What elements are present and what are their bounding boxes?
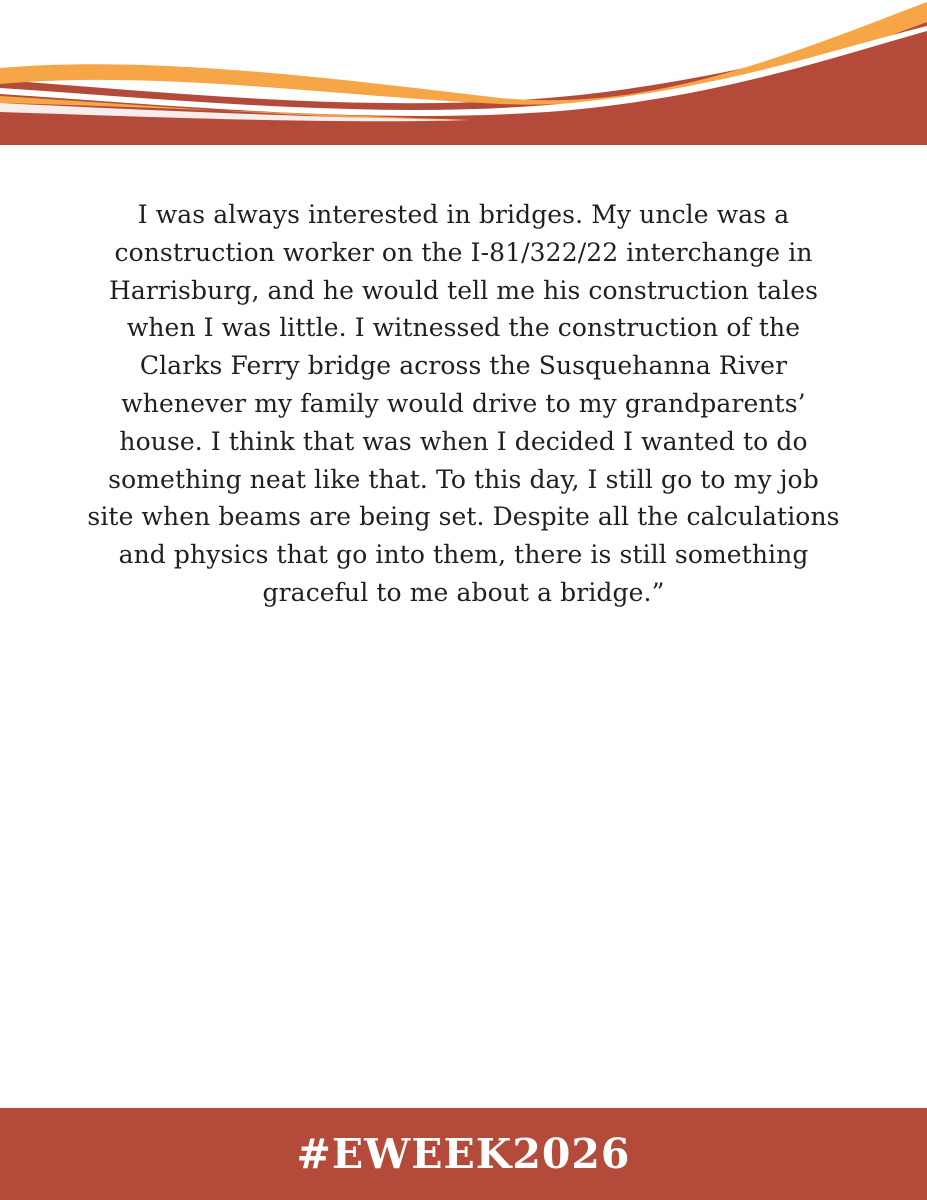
testimonial-quote: I was always interested in bridges. My uncle was a construction worker on the I-81/322/22 interchange in Harrisburg, and he would tell me his construction tales when I was little. I witnessed the construction of the Clarks Ferry bridge across the Susquehanna River whenever my family would drive to my grandparents’ house. I think that was when I decided I wanted to do something neat like that. To this day, I still go to my job site when beams are being set. Despite all the calculations and physics that go into them, there is still something graceful to me about a bridge.” <box>87 200 840 607</box>
footer-bar <box>0 1108 927 1200</box>
hashtag-label: #EWEEK2026 <box>296 1130 631 1178</box>
header-wave-decoration <box>0 0 927 145</box>
header-red-band <box>0 22 927 145</box>
